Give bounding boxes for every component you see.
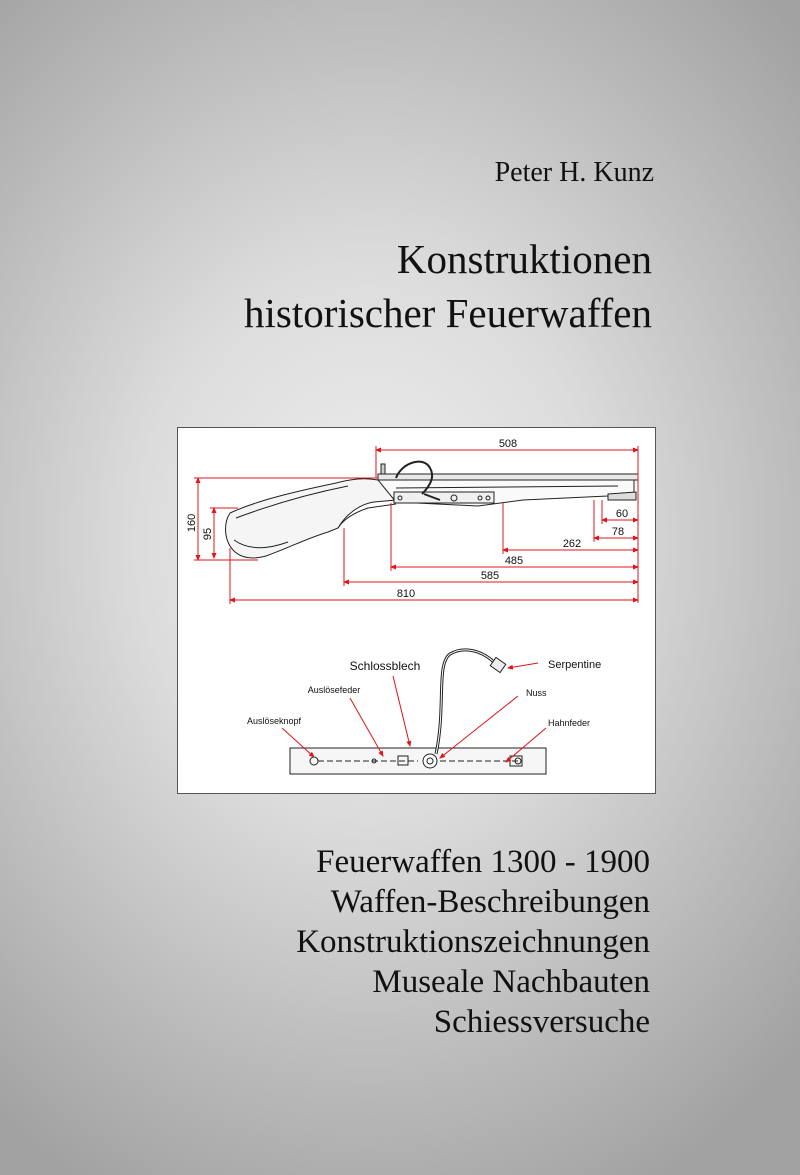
dim-585: 585 [480, 570, 500, 582]
dim-262: 262 [562, 538, 582, 550]
label-ausloeseknopf: Auslöseknopf [246, 716, 302, 726]
subject-line: Waffen-Beschreibungen [330, 884, 650, 920]
author-name: Peter H. Kunz [494, 157, 654, 188]
label-hahnfeder: Hahnfeder [548, 718, 591, 728]
dim-95: 95 [202, 527, 214, 541]
leader-lines [282, 663, 546, 762]
part-labels [247, 659, 601, 728]
label-schlossblech: Schlossblech [349, 659, 421, 673]
dim-60: 60 [615, 508, 629, 520]
book-title [244, 232, 652, 340]
technical-drawing [178, 428, 655, 793]
dim-160: 160 [186, 513, 198, 533]
dim-78: 78 [611, 526, 625, 538]
dim-508: 508 [498, 438, 518, 450]
subject-line: Feuerwaffen 1300 - 1900 [316, 844, 650, 880]
label-ausloesefeder: Auslösefeder [307, 685, 361, 695]
dim-810: 810 [396, 588, 416, 600]
subject-line: Konstruktionszeichnungen [296, 924, 650, 960]
label-nuss: Nuss [526, 688, 547, 698]
label-serpentine: Serpentine [548, 659, 602, 671]
title-line-1: Konstruktionen [396, 236, 652, 282]
subject-list [296, 842, 650, 1042]
dim-485: 485 [504, 555, 524, 567]
technical-drawing-panel [177, 427, 656, 794]
title-line-2: historischer Feuerwaffen [244, 290, 652, 336]
subject-line: Museale Nachbauten [372, 964, 650, 1000]
subject-line: Schiessversuche [433, 1004, 650, 1040]
